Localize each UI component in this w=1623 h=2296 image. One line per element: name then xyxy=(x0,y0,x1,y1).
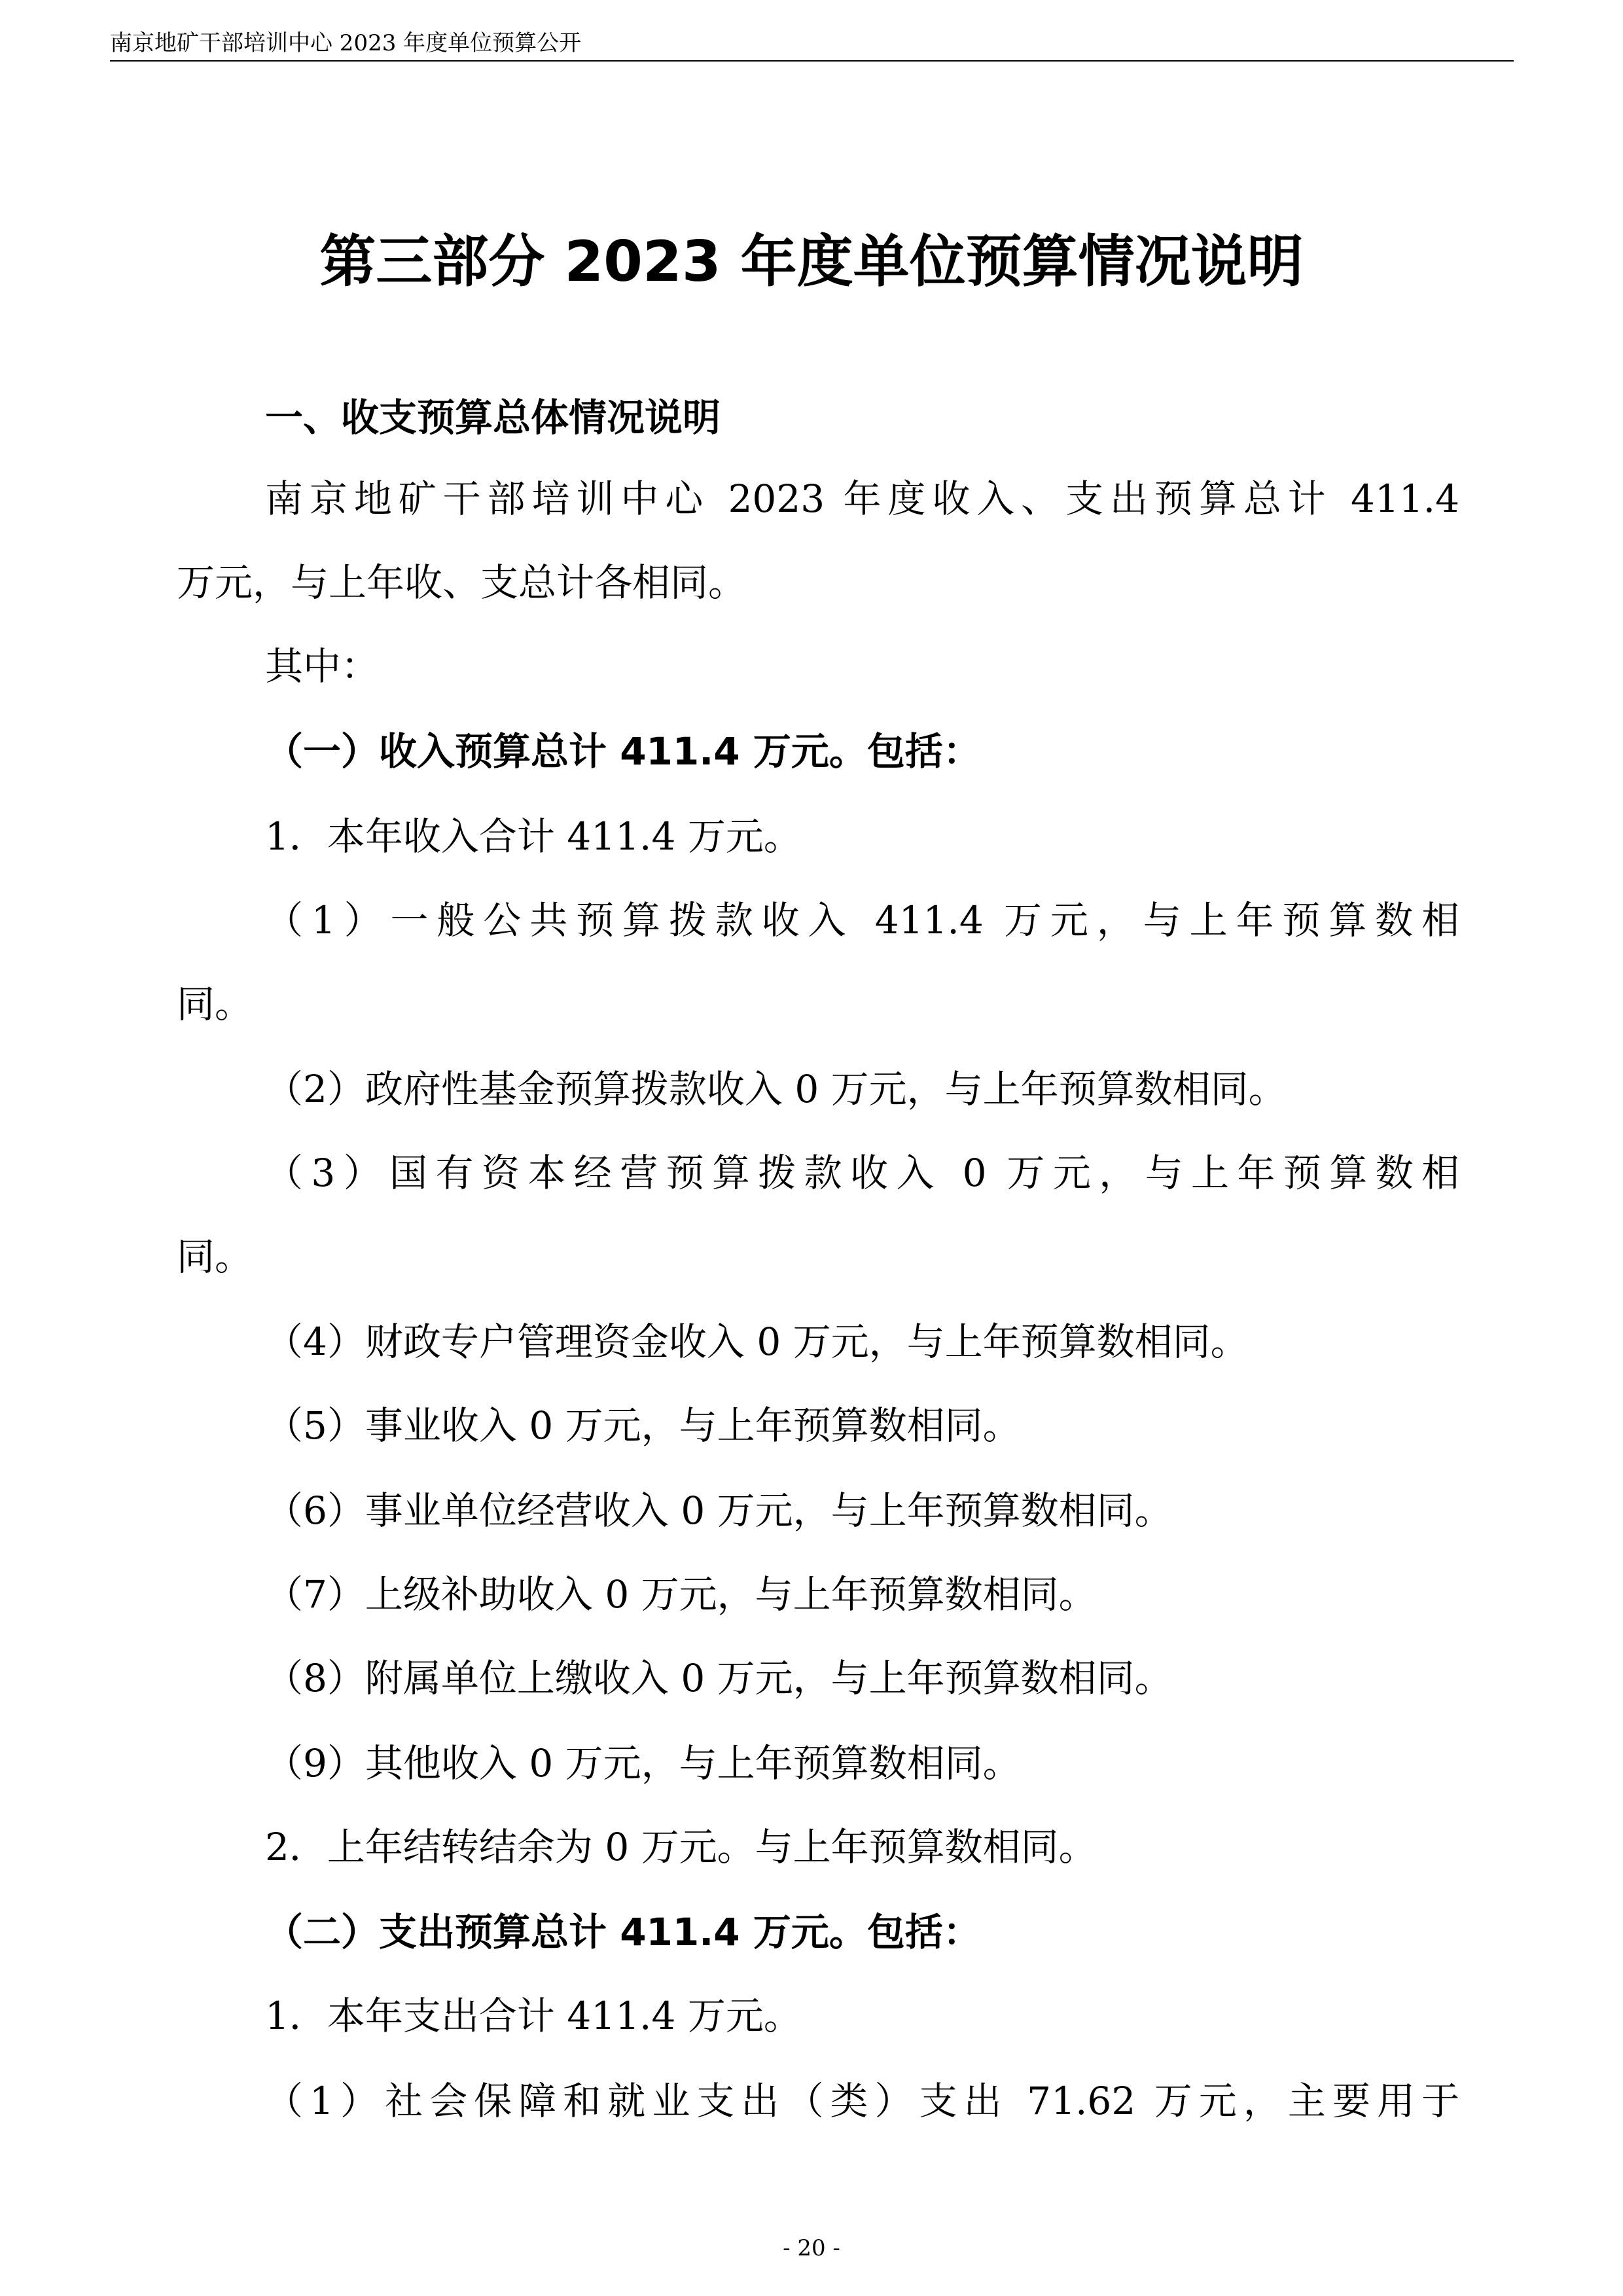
page-number: - 20 - xyxy=(783,2235,840,2261)
subsection-heading: （二）支出预算总计 411.4 万元。包括： xyxy=(265,1910,981,1954)
paragraph-line: 南京地矿干部培训中心 2023 年度收入、支出预算总计 411.4 xyxy=(265,476,1459,521)
list-item: （2）政府性基金预算拨款收入 0 万元，与上年预算数相同。 xyxy=(265,1067,1287,1111)
list-item: （3）国有资本经营预算拨款收入 0 万元，与上年预算数相 xyxy=(265,1151,1459,1195)
list-item: （1）一般公共预算拨款收入 411.4 万元，与上年预算数相 xyxy=(265,898,1459,942)
list-item: （6）事业单位经营收入 0 万元，与上年预算数相同。 xyxy=(265,1488,1173,1533)
list-item: 1．本年支出合计 411.4 万元。 xyxy=(265,1994,802,2038)
list-item: （8）附属单位上缴收入 0 万元，与上年预算数相同。 xyxy=(265,1656,1173,1700)
header-divider xyxy=(110,60,1514,62)
running-header: 南京地矿干部培训中心 2023 年度单位预算公开 xyxy=(110,30,582,56)
list-item: 2．上年结转结余为 0 万元。与上年预算数相同。 xyxy=(265,1825,1097,1869)
paragraph-line: 其中： xyxy=(265,644,380,689)
paragraph-line: 万元，与上年收、支总计各相同。 xyxy=(177,560,747,605)
list-item: 同。 xyxy=(177,982,253,1026)
list-item: （9）其他收入 0 万元，与上年预算数相同。 xyxy=(265,1741,1021,1785)
list-item: 1．本年收入合计 411.4 万元。 xyxy=(265,814,802,859)
list-item: 同。 xyxy=(177,1234,253,1279)
page-title: 第三部分 2023 年度单位预算情况说明 xyxy=(319,229,1304,295)
list-item: （1）社会保障和就业支出（类）支出 71.62 万元，主要用于 xyxy=(265,2079,1459,2123)
list-item: （7）上级补助收入 0 万元，与上年预算数相同。 xyxy=(265,1572,1097,1617)
subsection-heading: （一）收入预算总计 411.4 万元。包括： xyxy=(265,729,981,774)
list-item: （5）事业收入 0 万元，与上年预算数相同。 xyxy=(265,1403,1021,1448)
section-heading: 一、收支预算总体情况说明 xyxy=(265,395,721,440)
list-item: （4）财政专户管理资金收入 0 万元，与上年预算数相同。 xyxy=(265,1319,1249,1364)
